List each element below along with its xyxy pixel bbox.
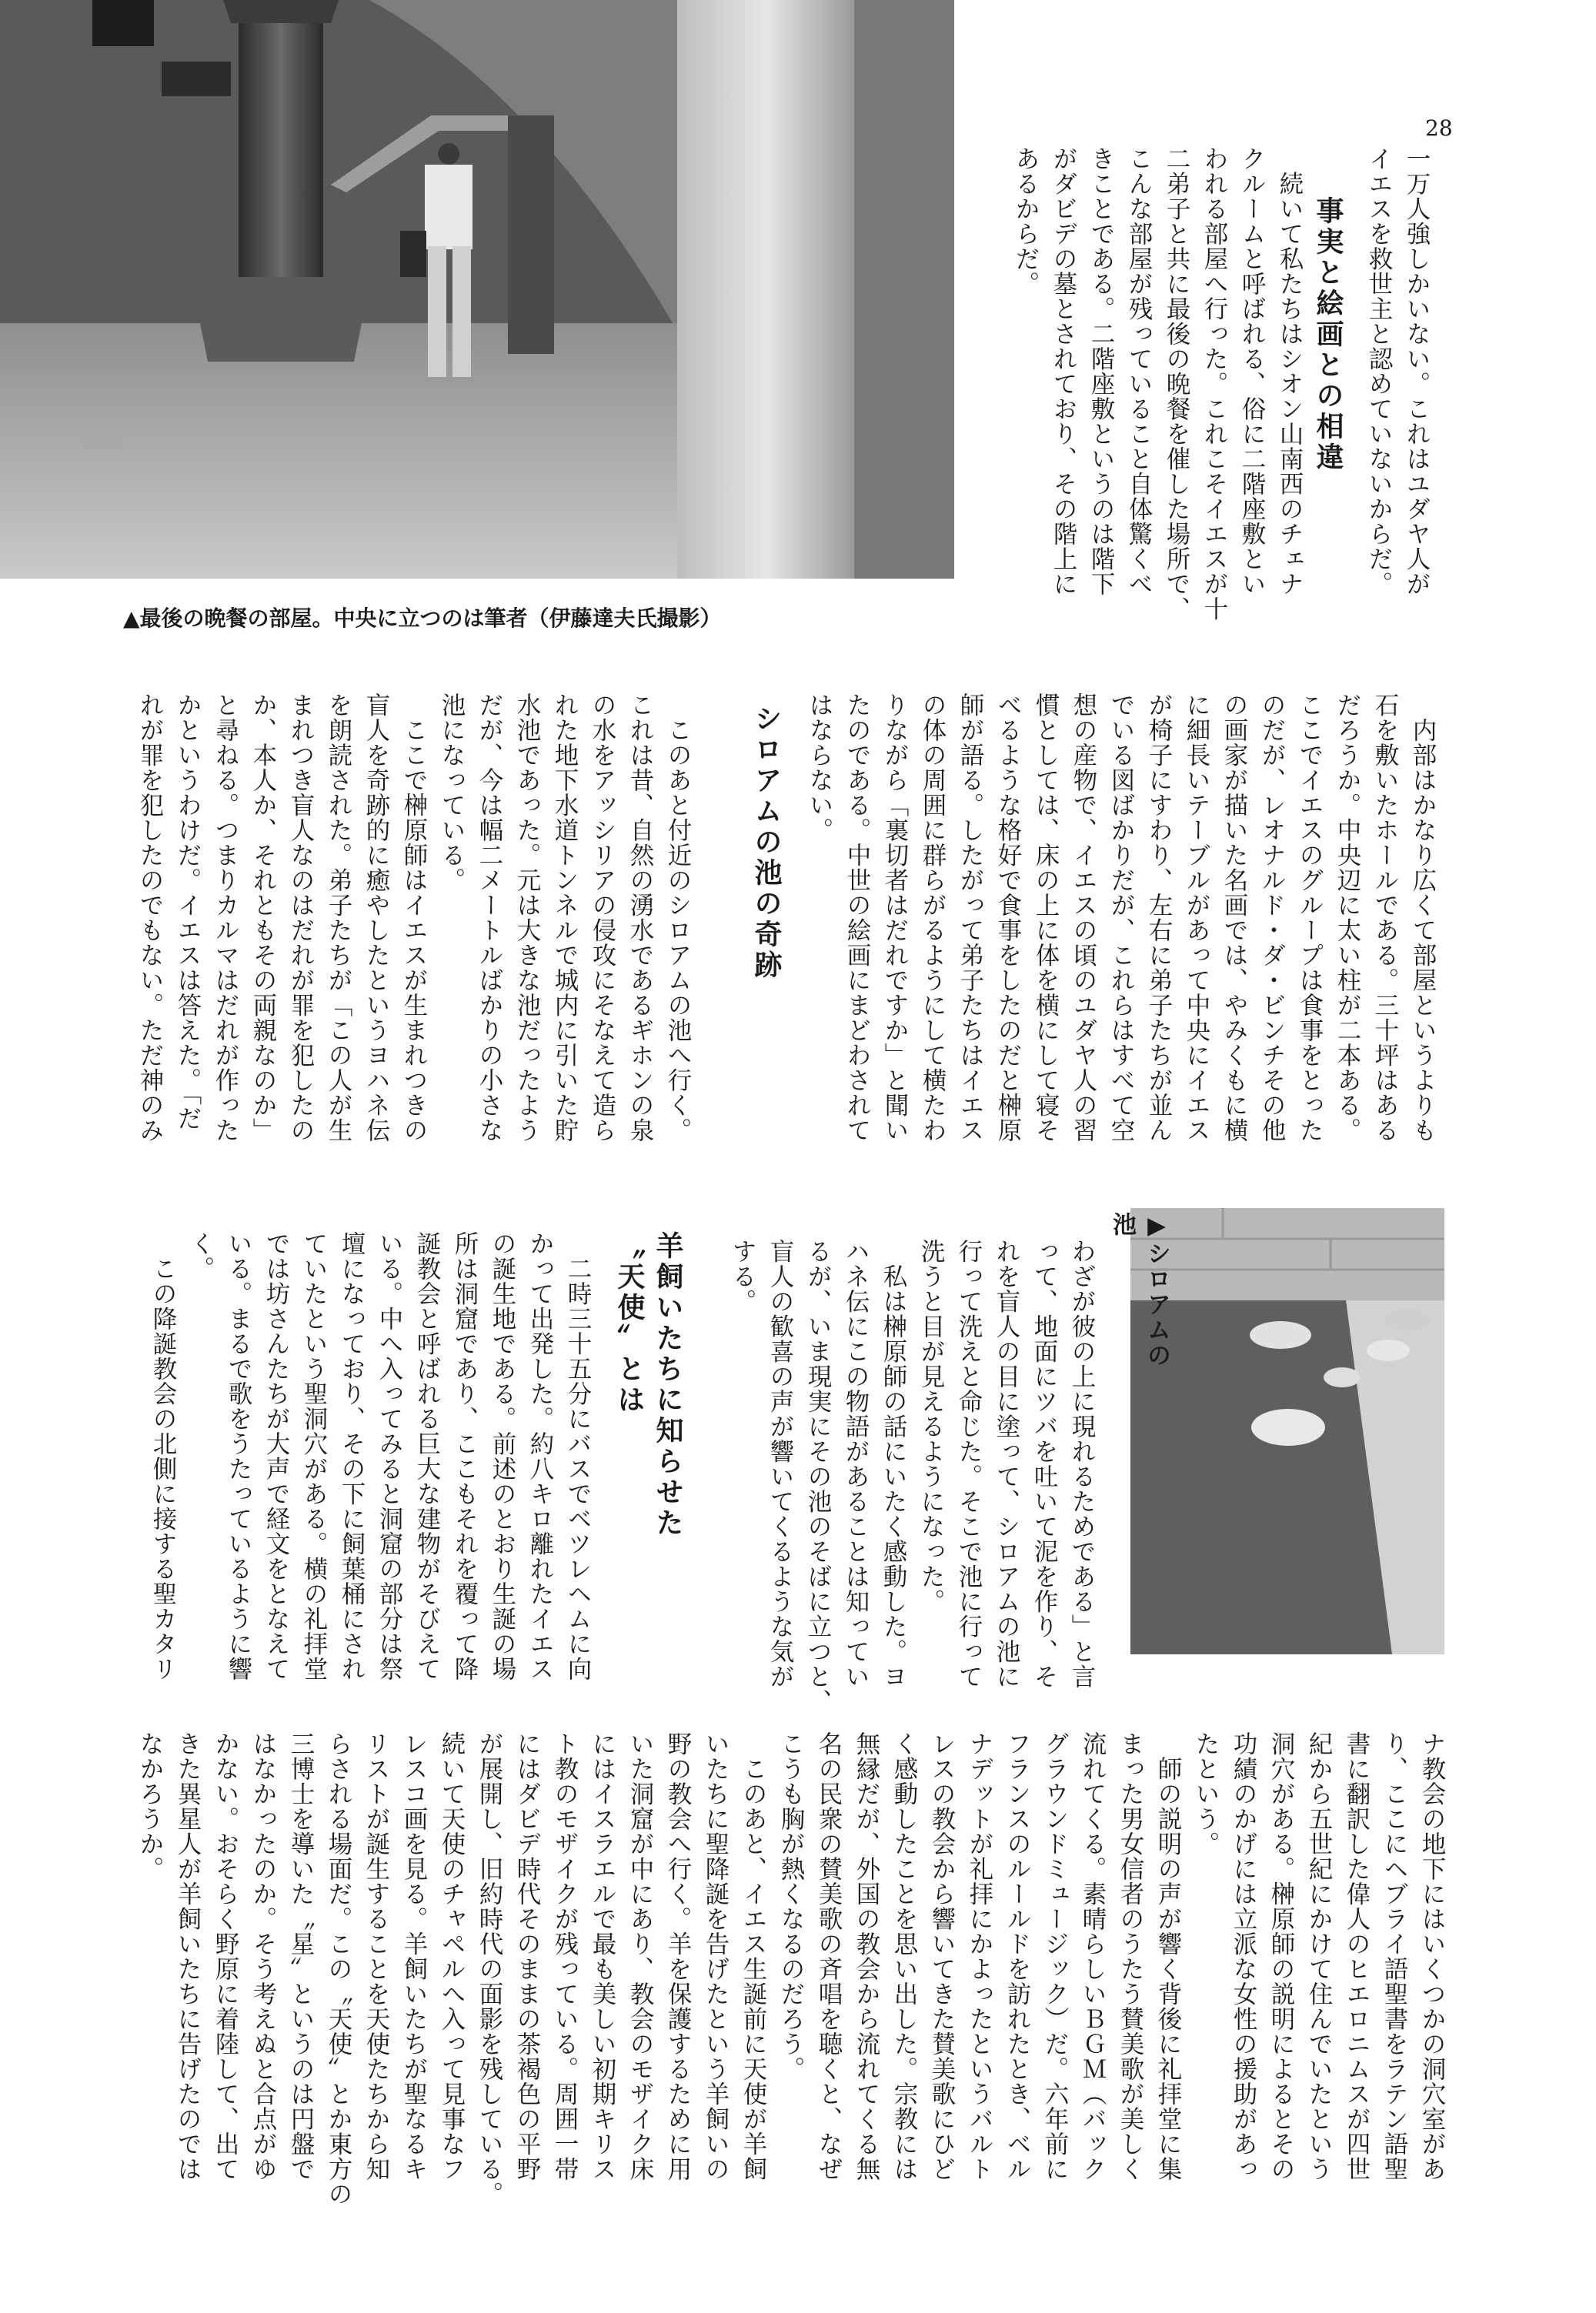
- text-mid-c: わざが彼の上に現れるためである」と言 って、地面にツバを吐いて泥を作り、そ れを盲人の目に塗って、シロアムの池に 行って洗えと命じた。そこで池に行って 洗うと目が見えるようになった。 私は榊原師の話にいたく感動した。ヨ ハネ伝にこの物語があることは知ってい るが、いま現実にその池のそばに立つと、 盲人の歓喜の声が響いてくるような気が する。: [729, 1239, 1096, 1714]
- photo2-caption: ▶シロアムの池: [1108, 1212, 1170, 1368]
- text-mid-b: このあと付近のシロアムの池へ行く。 これは昔、自然の湧水であるギホンの泉 の水をアッシリアの侵攻にそなえて造ら れた地下水道トンネルで城内に引いた貯 水池であった。元は大きな池だったよう だが、今は幅二メートルばかりの小さな 池になっている。 ここで榊原師はイエスが生まれつきの 盲人を奇跡的に癒やしたというヨハネ伝 を朗読された。弟子たちが「この人が生 まれつき盲人なのはだれが罪を犯したの か、本人か、それともその両親なのか」 と尋ねる。つまりカルマはだれが作った かというわけだ。イエスは答えた。「だ れが罪を犯したのでもない。ただ神のみ: [136, 693, 692, 1143]
- heading-siloam-miracle: シロアムの池の奇跡: [750, 704, 782, 981]
- heading-fact-vs-painting: 事実と絵画との相違: [1312, 196, 1344, 473]
- siloam-pool-photo: [1130, 1208, 1444, 1654]
- last-supper-room-image: [0, 0, 954, 579]
- text-bot-b: 二時三十五分にバスでベツレヘムに向 かって出発した。約八キロ離れたイエス の誕生地である。前述のとおり生誕の場 所は洞窟であり、ここもそれを覆って降 誕教会と呼ばれる巨大な建物がそびえて いる。中へ入ってみると洞窟の部分は祭 壇になっており、その下に飼葉桶にされ ていたという聖洞穴がある。横の礼拝堂 では坊さんたちが大声で経文をとなえて いる。まるで歌をうたっているように響 く。 この降誕教会の北側に接する聖カタリ: [149, 1231, 592, 1681]
- siloam-pool-image: [1130, 1208, 1444, 1654]
- text-bot-a: ナ教会の地下にはいくつかの洞穴室があ り、ここにヘブライ語聖書をラテン語聖 書に翻訳した偉人のヒエロニムスが四世 紀から五世紀にかけて住んでいたという 洞穴がある。榊原師の説明によるとその 功績のかげには立派な女性の援助があっ たという。 師の説明の声が響く背後に礼拝堂に集 まった男女信者のうたう賛美歌が美しく 流れてくる。素晴らしいＢＧＭ（バック グラウンドミュージック）だ。六年前に フランスのルールドを訪れたとき、ベル ナデットが礼拝にかよったというバルト レスの教会から響いてきた賛美歌にひど く感動したことを思い出した。宗教には 無縁だが、外国の教会から流れてくる無 名の民衆の賛美歌の斉唱を聴くと、なぜ こうも胸が熱くなるのだろう。 このあと、イエス生誕前に天使が羊飼 いたちに聖降誕を告げたという羊飼いの 野の教会へ行く。羊を保護するために用 いた洞窟が中にあり、教会のモザイク床 にはイスラエルで最も美しい初期キリス ト教のモザイクが残っている。周囲一帯 にはダビデ時代そのままの茶褐色の平野 が展開し、旧約時代の面影を残している。 続いて天使のチャペルへ入って見事なフ レスコ画を見る。羊飼いたちが聖なるキ リストが誕生することを天使たちから知 らされる場面だ。この〝天使〟とか東方の 三博士を導いた〝星〟というのは円盤で はなかったのか。そう考えぬと合点がゆ かない。おそらく野原に着陸して、出て きた異星人が羊飼いたちに告げたのでは なかろうか。: [136, 1731, 1446, 2207]
- text-mid-a: 内部はかなり広くて部屋というよりも 石を敷いたホールである。三十坪はある だろうか。中央辺に太い柱が二本ある。 ここでイエスのグループは食事をとった のだが、レオナルド・ダ・ビンチその他 の画家が描いた名画では、やみくもに横 に細長いテーブルがあって中央にイエス が椅子にすわり、左右に弟子たちが並ん でいる図ばかりだが、これらはすべて空 想の産物で、イエスの頃のユダヤ人の習 慣としては、床の上に体を横にして寝そ べるような格好で食事をしたのだと榊原 師が語る。したがって弟子たちはイエス の体の周囲に群らがるようにして横たわ りながら「裏切者はだれですか」と聞い たのである。中世の絵画にまどわされて はならない。: [806, 693, 1437, 1143]
- text-top-a: 一万人強しかいない。これはユダヤ人が イエスを救世主と認めていないからだ。: [1365, 146, 1431, 596]
- last-supper-room-photo: [0, 0, 954, 579]
- photo1-caption: ▲最後の晩餐の部屋。中央に立つのは筆者（伊藤達夫氏撮影）: [123, 606, 722, 631]
- text-top-b: 続いて私たちはシオン山南西のチェナ クルームと呼ばれる、俗に二階座敷とい われる部屋へ行った。これこそイエスが十 二弟子と共に最後の晩餐を催した場所で、 こんな部屋が残っていること自体驚くべ きことである。二階座敷というのは階下 がダビデの墓とされており、その階上に あるからだ。: [1012, 146, 1304, 622]
- page-number: 28: [1425, 115, 1453, 141]
- heading-shepherds-angel: 羊飼いたちに知らせた 〝天使〟とは: [613, 1231, 683, 1539]
